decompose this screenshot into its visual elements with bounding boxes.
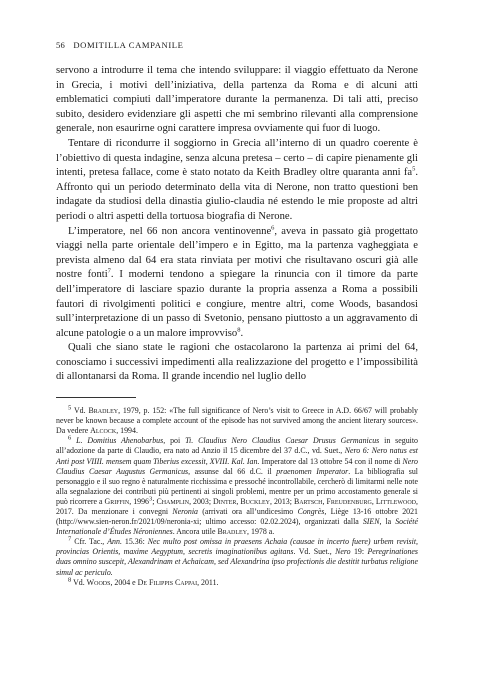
footnote-text: Imperatore dal 13 ottobre 54 con il nome di	[259, 456, 403, 466]
footnote-text: , 2013;	[269, 496, 294, 506]
page-number: 56	[56, 40, 65, 50]
footnote-text: Nec multo post omissa in praesens Achaia (causae in incerto fuere) urbem revisit, provincias Orientis, maxime Aegyptum, secretis imaginationibus agitans	[56, 537, 418, 557]
paragraph-3-text-a: L’imperatore, nel 66 non ancora ventinovenne	[68, 225, 272, 237]
footnote-text: 15.36:	[121, 537, 148, 547]
footnote-text: ;	[152, 496, 157, 506]
paragraph-3-text-b: , aveva in passato già progettato viaggi nella parte orientale dell’impero e in Egitto, ma la partenza vagheggiata e prevista almeno dal 64 era stata rinviata per motivi che risultavano oscuri già alle nostre fonti	[56, 225, 418, 281]
footnote-text: , 1978 a.	[247, 527, 275, 537]
footnote-6	[56, 436, 418, 537]
running-header	[56, 40, 418, 54]
footnote-number: 5	[68, 404, 72, 412]
footnote-text: (arrivati ora all’undicesimo	[197, 507, 298, 516]
footnote-ref-7[interactable]: 7	[107, 267, 111, 275]
footnote-7	[56, 537, 418, 577]
footnote-text: , 1979, p. 152: «The full significance of Nero’s visit to Greece in A.D. 66/67 will probably never be known because a complete account of the episode has not survived among the ancient literary sources». Da vedere	[56, 406, 418, 436]
footnote-text: Nero Claudius Caesar Augustus Germanicus	[56, 456, 418, 476]
author-name: Woods	[86, 577, 111, 587]
footnote-text: , 2017. Da menzionare i convegni	[56, 496, 418, 516]
paragraph-4	[56, 341, 418, 385]
footnote-5	[56, 406, 418, 436]
footnote-text: , 2004 e	[110, 577, 138, 587]
author-name: Champlin	[156, 496, 190, 506]
paragraph-2	[56, 137, 418, 225]
author-name: Alcock	[90, 426, 117, 436]
footnote-text: , la	[379, 517, 396, 527]
footnote-8	[56, 578, 418, 588]
footnote-text: , 2011.	[197, 577, 219, 587]
footnote-number: 6	[68, 434, 72, 442]
footnote-text: Ann.	[107, 537, 122, 547]
footnote-text: Société Internationale d’Études Néroniennes	[56, 517, 418, 537]
footnotes	[56, 406, 418, 588]
author-name: De Filippis Cappai	[137, 577, 198, 587]
footnote-text: , Liège 13-16 ottobre 2021 (http://www.sien-neron.fr/2021/09/neronia-xi; ultimo accesso: 02.02.2024), organizzati dalla	[56, 507, 418, 527]
footnote-text: Nero	[335, 547, 351, 557]
paragraph-1-text: servono a introdurre il tema che intendo sviluppare: il viaggio effettuato da Nerone in Grecia, i motivi dell’iniziativa, della partenza da Roma e di alcuni atti emblematici compiuti dall’imperatore durante la permanenza. Di tali atti, preciso subito, desidero evidenziare gli aspetti che mi sembrino rilevanti alla comprensione generale, non esaurirne ogni carattere impresa ovviamente qui fuor di luogo.	[56, 65, 418, 135]
footnote-text: , 1994.	[116, 426, 138, 436]
footnote-text: SIEN	[362, 517, 380, 527]
paragraph-3-text-d: .	[240, 327, 244, 339]
author-name: Bartsch, Freudenburg, Littlewood	[293, 496, 416, 506]
footnote-text: . La bibliografia sul personaggio e il suo regno è naturalmente ricchissima e pressoché incontrollabile, cercherò di limitarmi nelle note alla segnalazione dei contributi più pertinenti ai singoli problemi, mentre per un primo accostamento generale si può ricorrere a	[56, 466, 418, 506]
paragraph-3-text-c: . I moderni tendono a spiegare la rinuncia con il timore da parte dell’imperatore di lasciare spazio durante la propria assenza a Roma a possibili fautori di rivolgimenti politici e congiure, mentre altri, come Woods, basandosi sull’interpretazione di un passo di Svetonio, pensano piuttosto a un aggravamento di alcune patologie o a un malore improvviso	[56, 269, 419, 339]
author-name: Bradley	[88, 406, 119, 416]
footnote-text: . Vd. Suet.,	[293, 547, 336, 557]
footnote-ref-5[interactable]: 5	[412, 165, 416, 173]
footnote-text: Ti. Claudius Nero Claudius Caesar Drusus Germanicus	[185, 436, 380, 446]
footnote-text: , assunse dal 66 d.C. il	[188, 466, 277, 476]
footnote-text: Peregrinationes duas omnino suscepit, Alexandrinam et Achaicam, sed Alexandrina ipso profectionis die destitit turbatus religione simul ac periculo.	[56, 547, 419, 577]
footnote-text: praenomen Imperator	[276, 466, 349, 476]
footnote-text: , 1996	[129, 496, 149, 506]
footnote-separator	[56, 397, 136, 398]
paragraph-2-text-b: . Affronto qui un periodo determinato della vita di Nerone, non tratto questioni ben indagate da studiosi della dinastia giulio-claudia né estendo le mie proposte ad altri periodi o altri aspetti della tortuosa biografia di Nerone.	[56, 167, 418, 222]
author-name: Griffin	[104, 496, 130, 506]
footnote-text: Cfr. Tac.,	[71, 537, 108, 547]
author-name: Dinter, Buckley	[213, 496, 270, 506]
footnote-text: 19:	[350, 547, 368, 557]
footnote-text: , poi	[163, 436, 186, 446]
footnote-ref-6[interactable]: 6	[271, 224, 275, 231]
footnote-number: 8	[68, 576, 72, 584]
footnote-number: 7	[68, 535, 72, 543]
paragraph-4-text: Quali che siano state le ragioni che ostacolarono la partenza ai primi del 64, conosciamo i successivi impedimenti alla realizzazione del progetto e l’impossibilità di allontanarsi da Roma. Il grande incendio nel luglio dello	[56, 342, 418, 383]
running-author: DOMITILLA CAMPANILE	[73, 40, 184, 50]
footnote-ref-8[interactable]: 8	[237, 326, 241, 334]
paragraph-2-text-a: Tentare di ricondurre il soggiorno in Grecia all’interno di un quadro coerente è l’obiettivo di questa indagine, senza alcuna pretesa – certo – di capire pienamente gli intenti, pretesa fallace, come è stato notato da Keith Bradley oltre quaranta anni fa	[56, 137, 418, 179]
footnote-text: , 2003;	[189, 496, 214, 506]
footnote-text: in seguito all’adozione da parte di Claudio, era nato ad Anzio il 15 dicembre del 37 d.C., vd. Suet.,	[56, 436, 418, 456]
paragraph-3	[56, 225, 418, 342]
footnote-text: Vd.	[71, 577, 87, 587]
author-name: Bradley	[217, 527, 248, 537]
paragraph-1	[56, 64, 418, 137]
footnote-text: Neronia	[172, 507, 198, 516]
page	[56, 40, 418, 588]
edition-superscript: 3	[149, 495, 153, 503]
footnote-text: Congrès	[297, 507, 325, 516]
main-text	[56, 64, 418, 385]
footnote-text: Vd.	[71, 406, 89, 416]
footnote-text: Nero 6: Nero natus est Anti post VIIII. mensem quam Tiberius excessit, XVIII. Kal. Ian.	[56, 446, 418, 466]
footnote-text: L. Domitius Ahenobarbus	[76, 436, 164, 446]
footnote-text: . Ancora utile	[172, 527, 218, 537]
